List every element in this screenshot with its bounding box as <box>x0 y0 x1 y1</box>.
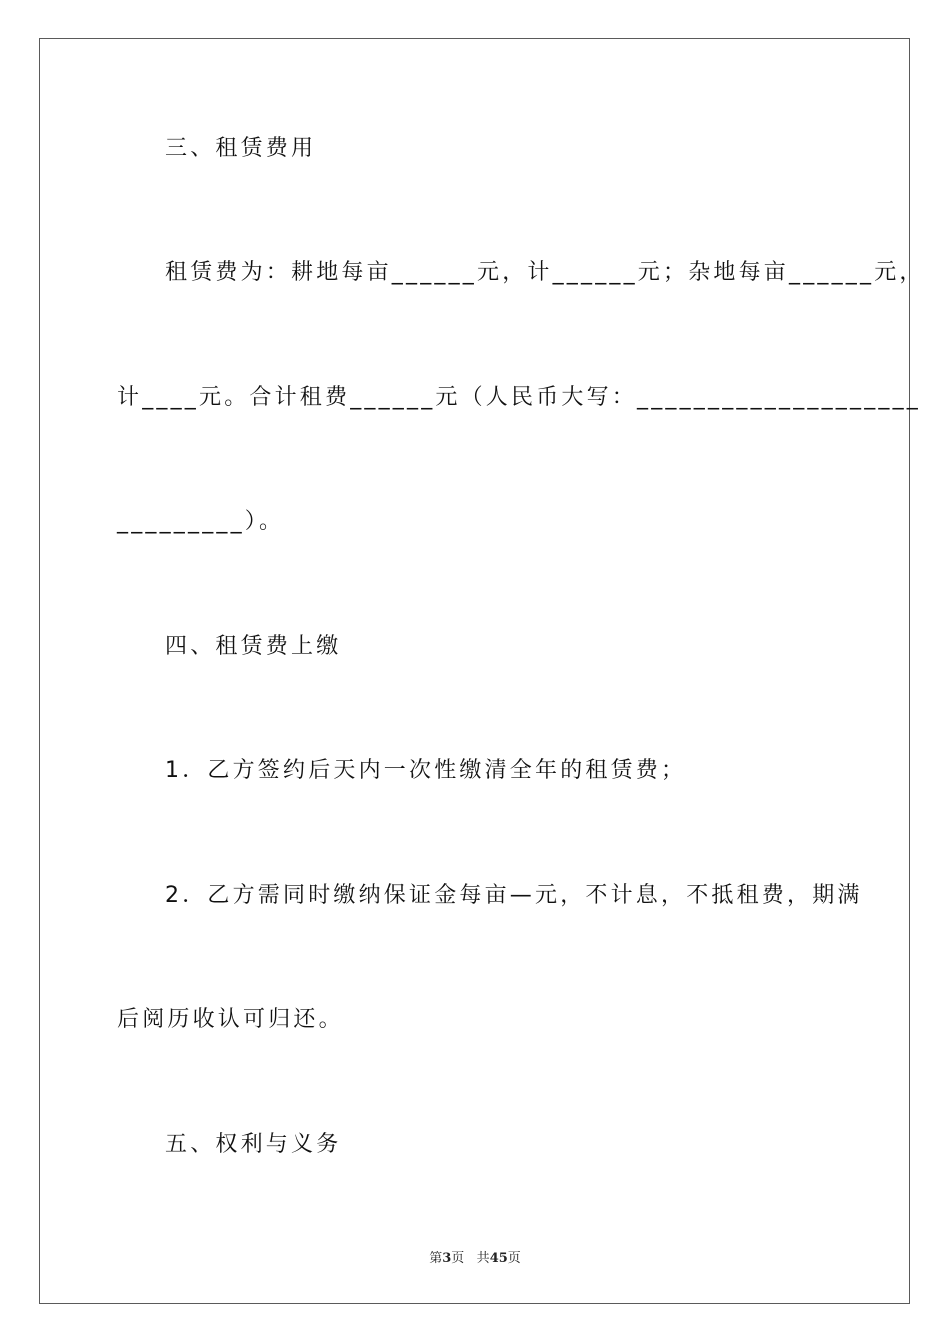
footer-page-prefix: 第 <box>429 1251 443 1266</box>
heading-rights-obligations: 五、权利与义务 <box>165 1132 342 1157</box>
footer-page-number: 3 <box>442 1251 452 1266</box>
footer-total-pages: 45 <box>489 1251 508 1266</box>
page-footer <box>0 1247 950 1266</box>
page-border <box>39 38 910 1304</box>
footer-total-suffix: 页 <box>507 1251 521 1266</box>
footer-page-suffix: 页 <box>451 1251 465 1266</box>
fee-line-3: _________）。 <box>117 509 285 534</box>
heading-lease-fees: 三、租赁费用 <box>165 136 317 161</box>
footer-total-prefix: 共 <box>476 1251 490 1266</box>
list-item-1: 1．乙方签约后天内一次性缴清全年的租赁费； <box>165 758 687 783</box>
list-item-2-line-2: 后阅历收认可归还。 <box>117 1007 344 1032</box>
heading-fee-payment: 四、租赁费上缴 <box>165 634 342 659</box>
fee-line-1: 租赁费为：耕地每亩______元，计______元；杂地每亩______元， <box>165 260 925 285</box>
list-item-2-line-1: 2．乙方需同时缴纳保证金每亩—元，不计息，不抵租费，期满 <box>165 883 863 908</box>
fee-line-2: 计____元。合计租费______元（人民币大写：____________________ <box>117 385 922 410</box>
